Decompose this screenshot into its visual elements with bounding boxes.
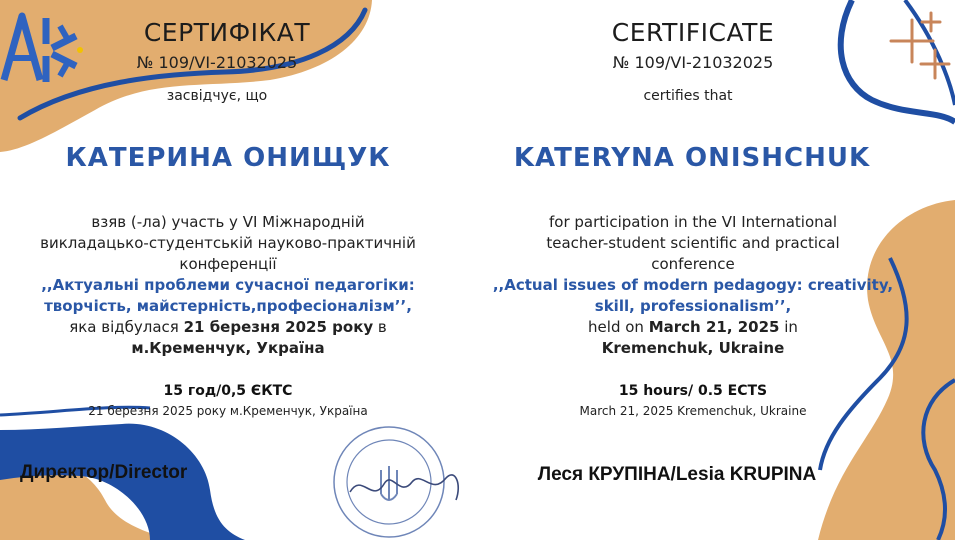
ua-held-line — [28, 317, 428, 338]
ua-certificate-title: СЕРТИФІКАТ — [143, 18, 311, 47]
en-topic-line-2: skill, professionalism’’, — [594, 297, 792, 315]
en-certificate-title: CERTIFICATE — [611, 18, 775, 47]
en-signatory-name: Леся КРУПІНА/Lesia KRUPINA — [537, 464, 817, 485]
ua-credits: 15 год/0,5 ЄКТС — [163, 383, 293, 399]
en-recipient-name: KATERYNA ONISHCHUK — [513, 143, 871, 173]
ua-topic-line-1: ,,Актуальні проблеми сучасної педагогіки: — [41, 276, 415, 294]
ua-description-line-3: конференції — [179, 255, 277, 273]
blue-curve-top-right — [841, 0, 955, 122]
ua-topic-line-2: творчість, майстерність,професіоналізм’’, — [44, 297, 412, 315]
ua-description-line-1: взяв (-ла) участь у VI Міжнародній — [91, 213, 365, 231]
en-description — [478, 212, 908, 359]
en-description-line-3: conference — [651, 255, 735, 273]
ua-date-place: 21 березня 2025 року м.Кременчук, Україна — [88, 404, 368, 418]
en-held-date: March 21, 2025 — [648, 318, 780, 336]
en-certifies-text: certifies that — [643, 88, 733, 104]
ua-certifies-text: засвідчує, що — [166, 88, 268, 104]
en-city: Kremenchuk, Ukraine — [601, 339, 785, 357]
ua-held-date: 21 березня 2025 року — [183, 318, 374, 336]
ua-certificate-number: № 109/VI-21032025 — [136, 53, 298, 72]
ua-held-prefix: яка відбулася — [69, 318, 184, 336]
en-date-place: March 21, 2025 Kremenchuk, Ukraine — [579, 404, 807, 418]
en-held-prefix: held on — [588, 318, 649, 336]
ua-description — [28, 212, 428, 359]
ua-signatory-label: Директор/Director — [20, 462, 188, 483]
en-topic-line-1: ,,Actual issues of modern pedagogy: creativity, — [492, 276, 894, 294]
en-credits: 15 hours/ 0.5 ECTS — [618, 383, 768, 399]
ua-description-line-2: викладацько-студентській науково-практичній — [40, 234, 416, 252]
en-description-line-1: for participation in the VI International — [549, 213, 837, 231]
ua-city: м.Кременчук, Україна — [131, 339, 325, 357]
en-held-suffix: in — [779, 318, 798, 336]
en-description-line-2: teacher-student scientific and practical — [546, 234, 840, 252]
en-held-line — [478, 317, 908, 338]
ua-recipient-name: КАТЕРИНА ОНИЩУК — [65, 143, 391, 173]
ua-held-suffix: в — [373, 318, 387, 336]
en-certificate-number: № 109/VI-21032025 — [612, 53, 774, 72]
